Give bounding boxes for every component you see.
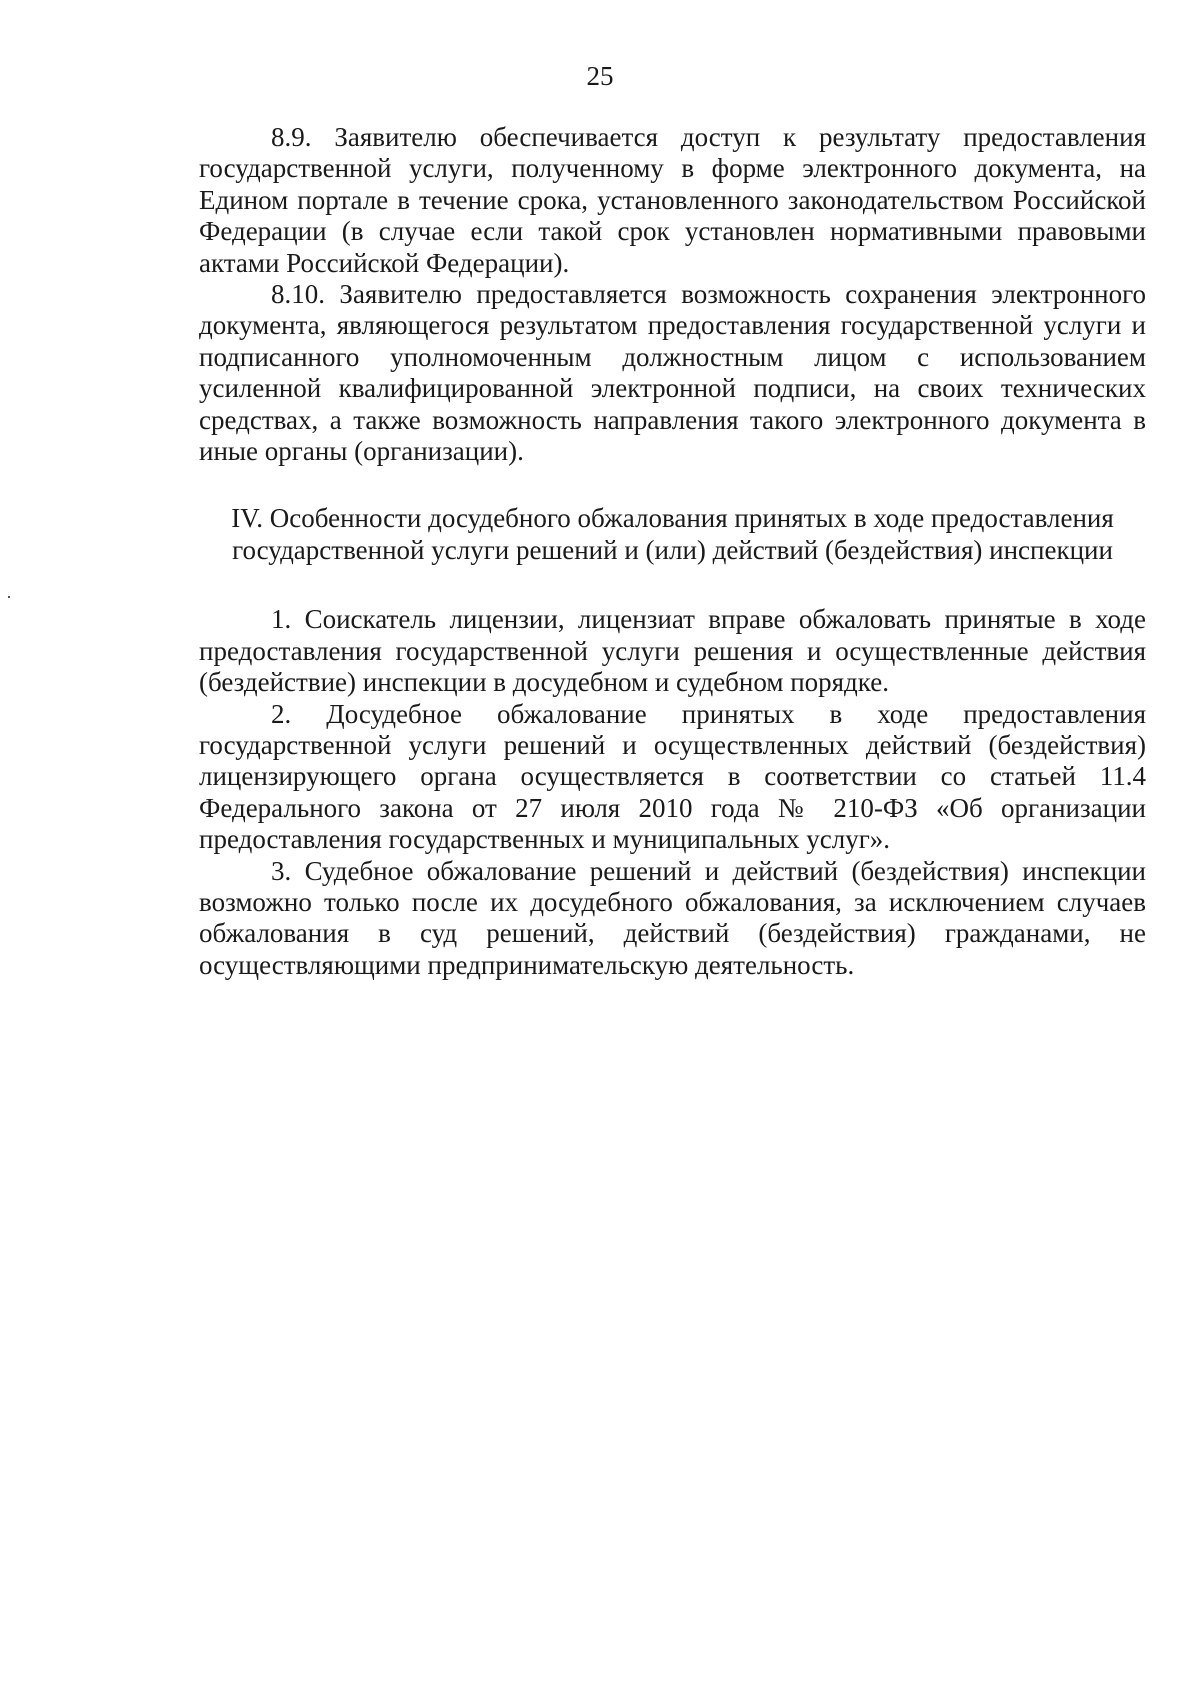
page-number: 25 bbox=[586, 61, 614, 91]
paragraph-8-9: 8.9. Заявителю обеспечивается доступ к результату предоставления государственной услуги, полученному в форме электронного документа, на Едином портале в течение срока, установленного законодательством Российской Федерации (в случае если такой срок установлен нормативными правовыми актами Российской Федерации). bbox=[199, 122, 1146, 278]
paragraph-iv-2: 2. Досудебное обжалование принятых в ходе предоставления государственной услуги решений и осуществленных действий (бездействия) лицензирующего органа осуществляется в соответствии со статьей 11.4 Федерального закона от 27 июля 2010 года № 210-ФЗ «Об организации предоставления государственных и муниципальных услуг». bbox=[199, 698, 1146, 855]
section-heading-line-1: IV. Особенности досудебного обжалования принятых в ходе предоставления bbox=[231, 503, 1114, 534]
section-heading-line-2: государственной услуги решений и (или) действий (бездействия) инспекции bbox=[232, 534, 1113, 565]
section-heading-iv bbox=[199, 503, 1146, 566]
paragraph-iv-3: 3. Судебное обжалование решений и действий (бездействия) инспекции возможно только после их досудебного обжалования, за исключением случаев обжалования в суд решений, действий (бездействия) гражданами, не осуществляющими предпринимательскую деятельность. bbox=[199, 855, 1146, 980]
scan-artifact-dot bbox=[8, 596, 10, 598]
paragraph-iv-1: 1. Соискатель лицензии, лицензиат вправе обжаловать принятые в ходе предоставления государственной услуги решения и осуществленные действия (бездействие) инспекции в досудебном и судебном порядке. bbox=[199, 604, 1146, 698]
document-body bbox=[199, 122, 1146, 981]
paragraph-8-10: 8.10. Заявителю предоставляется возможность сохранения электронного документа, являющегося результатом предоставления государственной услуги и подписанного уполномоченным должностным лицом с использованием усиленной квалифицированной электронной подписи, на своих технических средствах, а также возможность направления такого электронного документа в иные органы (организации). bbox=[199, 279, 1146, 467]
